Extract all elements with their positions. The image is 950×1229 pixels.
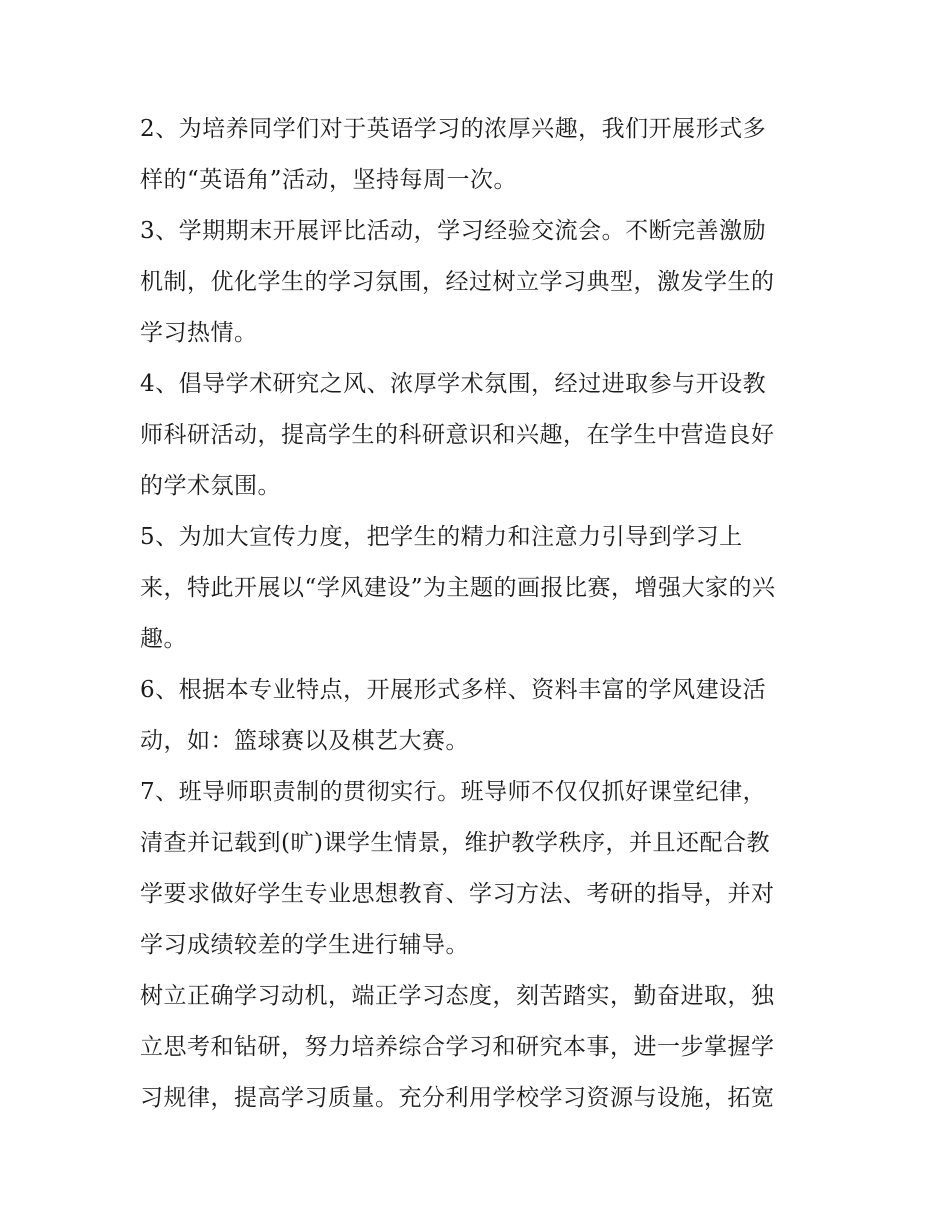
text-line: 立思考和钻研，努力培养综合学习和研究本事，进一步掌握学 xyxy=(140,1034,775,1060)
paragraph-item-4 xyxy=(140,359,820,512)
text-line: 样的“英语角”活动，坚持每周一次。 xyxy=(140,167,518,193)
text-line: 学要求做好学生专业思想教育、学习方法、考研的指导，并对 xyxy=(140,881,775,907)
document-body xyxy=(140,104,820,1124)
paragraph-closing xyxy=(140,971,820,1124)
text-line: 6、根据本专业特点，开展形式多样、资料丰富的学风建设活 xyxy=(140,677,767,703)
text-line: 机制，优化学生的学习氛围，经过树立学习典型，激发学生的 xyxy=(140,269,775,295)
text-line: 学习成绩较差的学生进行辅导。 xyxy=(140,932,469,958)
text-line: 来，特此开展以“学风建设”为主题的画报比赛，增强大家的兴 xyxy=(140,575,776,601)
paragraph-item-2 xyxy=(140,104,820,206)
paragraph-item-7 xyxy=(140,767,820,971)
text-line: 7、班导师职责制的贯彻实行。班导师不仅仅抓好课堂纪律， xyxy=(140,779,767,805)
text-line: 习规律，提高学习质量。充分利用学校学习资源与设施，拓宽 xyxy=(140,1085,775,1111)
paragraph-item-6 xyxy=(140,665,820,767)
text-line: 3、学期期末开展评比活动，学习经验交流会。不断完善激励 xyxy=(140,218,767,244)
paragraph-item-3 xyxy=(140,206,820,359)
text-line: 学习热情。 xyxy=(140,320,258,346)
text-line: 5、为加大宣传力度，把学生的精力和注意力引导到学习上 xyxy=(140,524,743,550)
text-line: 4、倡导学术研究之风、浓厚学术氛围，经过进取参与开设教 xyxy=(140,371,767,397)
text-line: 动，如：篮球赛以及棋艺大赛。 xyxy=(140,728,469,754)
paragraph-item-5 xyxy=(140,512,820,665)
text-line: 清查并记载到(旷)课学生情景，维护教学秩序，并且还配合教 xyxy=(140,830,770,856)
text-line: 2、为培养同学们对于英语学习的浓厚兴趣，我们开展形式多 xyxy=(140,116,767,142)
text-line: 趣。 xyxy=(140,626,187,652)
text-line: 树立正确学习动机，端正学习态度，刻苦踏实，勤奋进取，独 xyxy=(140,983,775,1009)
text-line: 师科研活动，提高学生的科研意识和兴趣，在学生中营造良好 xyxy=(140,422,775,448)
text-line: 的学术氛围。 xyxy=(140,473,281,499)
